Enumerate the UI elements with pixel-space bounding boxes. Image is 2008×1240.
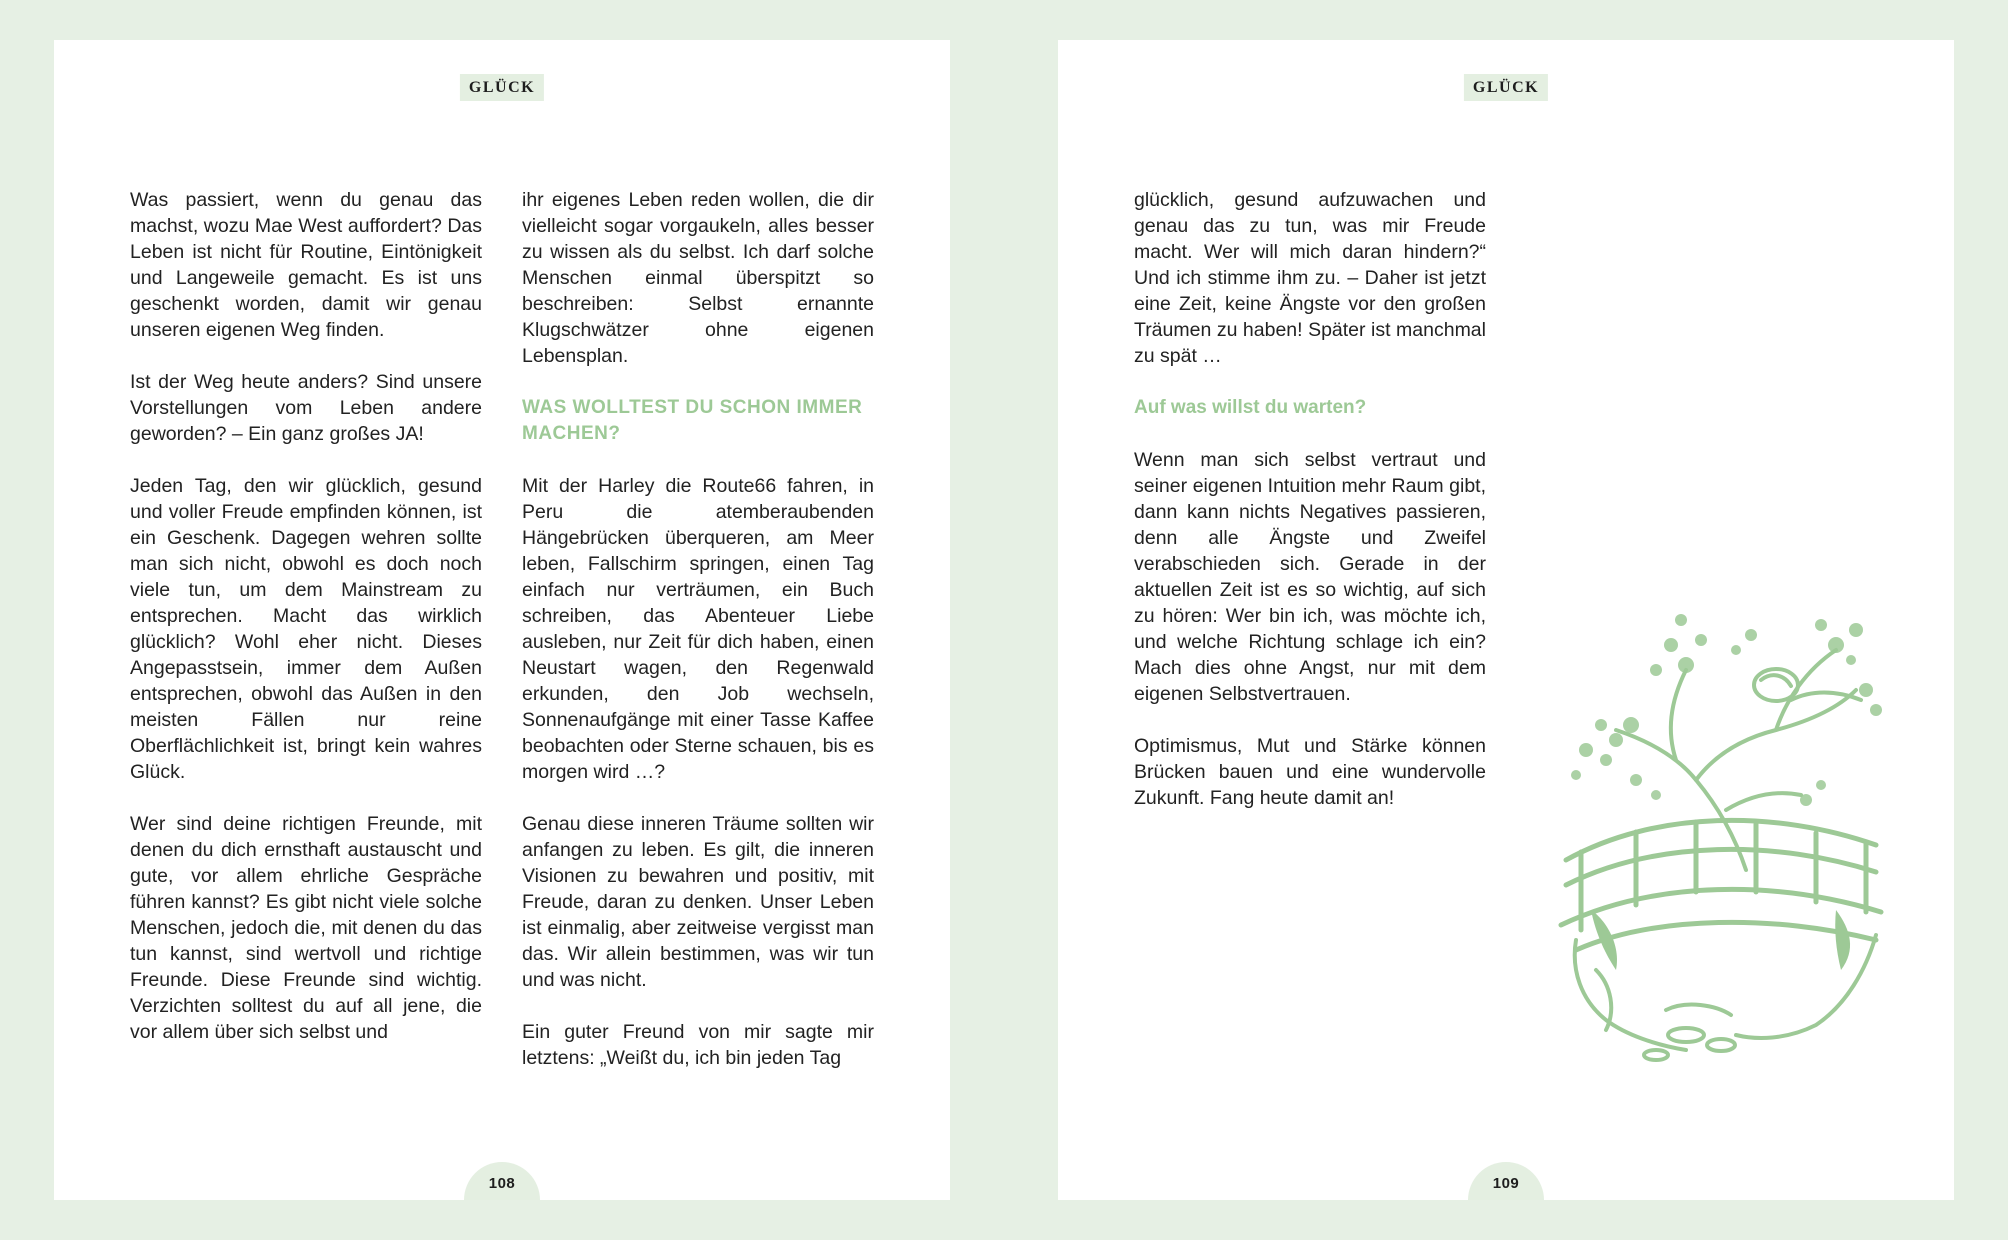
- right-page: [1058, 40, 1954, 1200]
- running-head: GLÜCK: [1464, 74, 1548, 101]
- paragraph: Mit der Harley die Route66 fahren, in Peru die atemberaubenden Hängebrücken überqueren, am Meer leben, Fallschirm springen, einen Tag einfach nur verträumen, ein Buch schreiben, das Abenteuer Liebe ausleben, nur Zeit für dich haben, einen Neustart wagen, den Regenwald erkunden, den Job wechseln, Sonnenaufgänge mit einer Tasse Kaffee beobachten oder Sterne schauen, bis es morgen wird …?: [522, 475, 874, 783]
- bridge-tree-illustration-icon: [1536, 540, 1896, 1080]
- paragraph: Ein guter Freund von mir sagte mir letztens: „Weißt du, ich bin jeden Tag: [522, 1021, 874, 1069]
- paragraph: Was passiert, wenn du genau das machst, wozu Mae West auffordert? Das Leben ist nicht für Routine, Eintönigkeit und Langeweile gemacht. Es ist uns geschenkt worden, damit wir genau unseren eigenen Weg finden.: [130, 189, 482, 341]
- paragraph: Wenn man sich selbst vertraut und seiner eigenen Intuition mehr Raum gibt, dann kann nichts Negatives passieren, denn alle Ängste und Zweifel verabschieden sich. Gerade in der aktuellen Zeit ist es so wichtig, auf sich zu hören: Wer bin ich, was möchte ich, und welche Richtung schlage ich ein? Mach dies ohne Angst, nur mit dem eigenen Selbstvertrauen.: [1134, 449, 1486, 705]
- left-page: [54, 40, 950, 1200]
- paragraph: Genau diese inneren Träume sollten wir anfangen zu leben. Es gilt, die inneren Visionen zu bewahren und positiv, mit Freude, daran zu denken. Unser Leben ist einmalig, aber zeitweise vergisst man das. Wir allein bestimmen, was wir tun und was nicht.: [522, 813, 874, 991]
- paragraph: ihr eigenes Leben reden wollen, die dir vielleicht sogar vorgaukeln, alles besser zu wissen als du selbst. Ich darf solche Menschen einmal überspitzt so beschreiben: Selbst ernannte Klugschwätzer ohne eigenen Lebensplan.: [522, 189, 874, 367]
- left-page-column-2: [522, 187, 874, 1097]
- running-head: GLÜCK: [460, 74, 544, 101]
- paragraph: Wer sind deine richtigen Freunde, mit denen du dich ernsthaft austauscht und gute, vor allem ehrliche Gespräche führen kannst? Es gibt nicht viele solche Menschen, jedoch die, mit denen du das tun kannst, sind wertvoll und richtige Freunde. Diese Freunde sind wichtig. Verzichten solltest du auf all jene, die vor allem über sich selbst und: [130, 813, 482, 1043]
- section-heading: WAS WOLLTEST DU SCHON IMMER MACHEN?: [522, 397, 863, 444]
- right-page-column-1: [1134, 187, 1486, 837]
- paragraph: Ist der Weg heute anders? Sind unsere Vorstellungen vom Leben andere geworden? – Ein ganz großes JA!: [130, 371, 482, 445]
- left-page-column-1: [130, 187, 482, 1071]
- paragraph: Optimismus, Mut und Stärke können Brücken bauen und eine wundervolle Zukunft. Fang heute damit an!: [1134, 735, 1486, 809]
- page-number: 109: [1468, 1162, 1544, 1200]
- paragraph: Jeden Tag, den wir glücklich, gesund und voller Freude empfinden können, ist ein Geschenk. Dagegen wehren sollte man sich nicht, obwohl es doch noch viele tun, um dem Mainstream zu entsprechen. Macht das wirklich glücklich? Wohl eher nicht. Dieses Angepasstsein, immer dem Außen entsprechen, obwohl das Außen in den meisten Fällen nur reine Oberflächlichkeit ist, bringt kein wahres Glück.: [130, 475, 482, 783]
- section-heading: Auf was willst du warten?: [1134, 397, 1367, 418]
- page-number: 108: [464, 1162, 540, 1200]
- paragraph: glücklich, gesund aufzuwachen und genau das zu tun, was mir Freude macht. Wer will mich daran hindern?“ Und ich stimme ihm zu. – Daher ist jetzt eine Zeit, keine Ängste vor den großen Träumen zu haben! Später ist manchmal zu spät …: [1134, 189, 1486, 367]
